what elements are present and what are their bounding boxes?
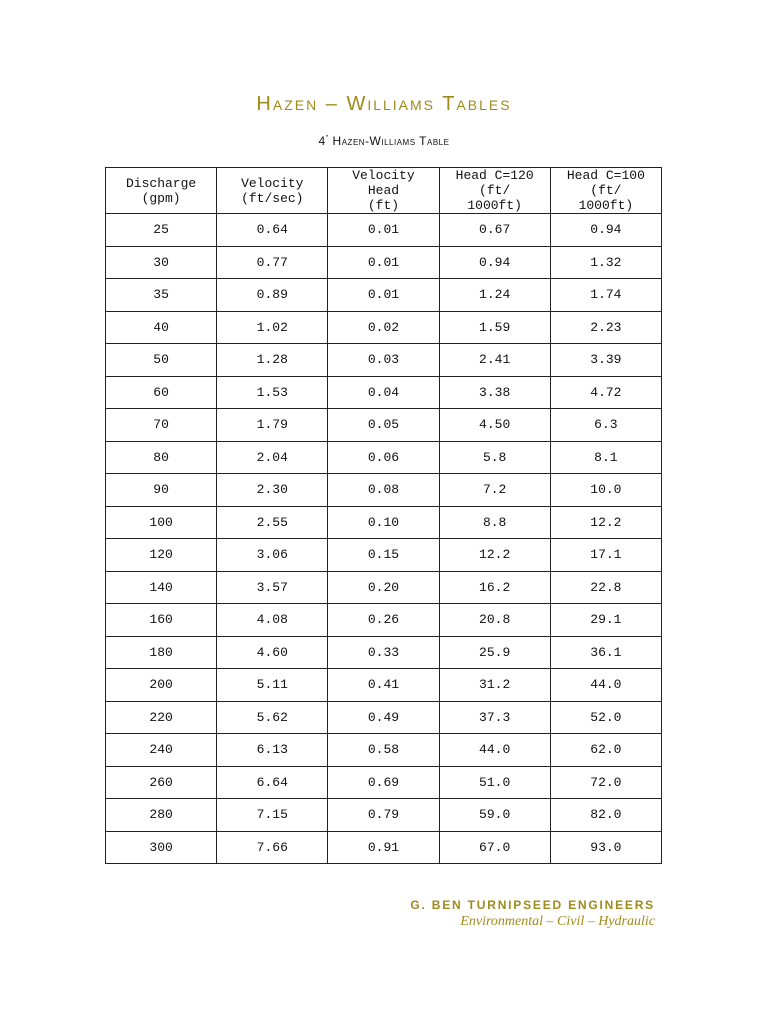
table-cell-velocity-head: 0.58 [328,734,439,767]
table-cell-discharge: 25 [106,214,217,247]
table-cell-head-c100: 2.23 [550,311,661,344]
table-cell-head-c100: 4.72 [550,376,661,409]
column-header-line: (ft/ [479,183,511,198]
table-cell-discharge: 40 [106,311,217,344]
table-body [106,214,662,864]
table-cell-velocity: 7.66 [217,831,328,864]
table-cell-velocity: 2.04 [217,441,328,474]
table-cell-discharge: 70 [106,409,217,442]
table-cell-velocity-head: 0.05 [328,409,439,442]
table-cell-head-c100: 82.0 [550,799,661,832]
table-cell-velocity-head: 0.02 [328,311,439,344]
table-cell-head-c100: 1.32 [550,246,661,279]
table-cell-head-c120: 20.8 [439,604,550,637]
table-cell-head-c120: 0.94 [439,246,550,279]
column-header-line: Head C=100 [566,168,645,183]
column-header-line: (ft/ [590,183,622,198]
table-cell-discharge: 240 [106,734,217,767]
table-cell-velocity: 5.11 [217,669,328,702]
table-cell-head-c120: 5.8 [439,441,550,474]
table-cell-head-c100: 29.1 [550,604,661,637]
table-cell-discharge: 140 [106,571,217,604]
table-row [106,766,662,799]
table-title-size: 4 [318,134,326,148]
table-cell-velocity: 0.89 [217,279,328,312]
table-row [106,636,662,669]
table-cell-head-c120: 4.50 [439,409,550,442]
table-cell-head-c100: 12.2 [550,506,661,539]
table-cell-head-c120: 59.0 [439,799,550,832]
table-cell-velocity-head: 0.91 [328,831,439,864]
column-header-line: Velocity [352,168,415,183]
table-row [106,669,662,702]
table-cell-head-c100: 6.3 [550,409,661,442]
table-cell-discharge: 80 [106,441,217,474]
table-cell-velocity: 2.55 [217,506,328,539]
table-cell-head-c120: 8.8 [439,506,550,539]
table-cell-discharge: 120 [106,539,217,572]
page-title: Hazen – Williams Tables [256,93,512,115]
table-cell-velocity: 5.62 [217,701,328,734]
table-cell-head-c120: 44.0 [439,734,550,767]
table-cell-head-c120: 37.3 [439,701,550,734]
company-tagline: Environmental – Civil – Hydraulic [460,914,655,929]
table-cell-velocity: 0.77 [217,246,328,279]
table-row [106,604,662,637]
table-cell-velocity: 1.28 [217,344,328,377]
table-cell-velocity: 4.60 [217,636,328,669]
table-cell-head-c120: 3.38 [439,376,550,409]
inch-mark: " [325,135,329,142]
table-cell-head-c120: 0.67 [439,214,550,247]
hazen-williams-table [105,167,662,864]
table-cell-velocity-head: 0.79 [328,799,439,832]
table-cell-head-c100: 8.1 [550,441,661,474]
table-cell-discharge: 160 [106,604,217,637]
table-row [106,701,662,734]
table-cell-discharge: 90 [106,474,217,507]
table-cell-velocity: 1.53 [217,376,328,409]
table-cell-head-c100: 72.0 [550,766,661,799]
table-cell-head-c100: 10.0 [550,474,661,507]
table-cell-velocity: 3.06 [217,539,328,572]
table-cell-velocity: 2.30 [217,474,328,507]
table-cell-velocity-head: 0.03 [328,344,439,377]
header-row [106,168,662,214]
table-cell-head-c120: 2.41 [439,344,550,377]
table-cell-velocity-head: 0.01 [328,279,439,312]
table-cell-head-c100: 1.74 [550,279,661,312]
table-cell-head-c100: 44.0 [550,669,661,702]
table-row [106,441,662,474]
table-cell-head-c120: 31.2 [439,669,550,702]
column-header-line: Head [367,183,400,198]
table-cell-velocity: 4.08 [217,604,328,637]
column-header-line: (ft) [367,198,400,213]
table-cell-velocity-head: 0.26 [328,604,439,637]
table-cell-head-c120: 25.9 [439,636,550,669]
table-cell-discharge: 180 [106,636,217,669]
table-cell-velocity: 6.13 [217,734,328,767]
table-cell-velocity-head: 0.20 [328,571,439,604]
table-row [106,376,662,409]
table-cell-velocity: 1.02 [217,311,328,344]
column-header-line: Discharge [125,175,197,191]
table-title-text: Hazen-Williams Table [328,134,450,148]
table-cell-discharge: 200 [106,669,217,702]
table-cell-head-c100: 52.0 [550,701,661,734]
table-row [106,506,662,539]
table-cell-discharge: 50 [106,344,217,377]
table-cell-head-c100: 93.0 [550,831,661,864]
column-header-velocity [217,168,328,214]
table-cell-velocity: 0.64 [217,214,328,247]
table-cell-discharge: 280 [106,799,217,832]
table-cell-head-c100: 22.8 [550,571,661,604]
table-cell-head-c100: 62.0 [550,734,661,767]
table-cell-head-c100: 36.1 [550,636,661,669]
table-cell-velocity-head: 0.04 [328,376,439,409]
table-cell-head-c100: 17.1 [550,539,661,572]
table-cell-velocity-head: 0.08 [328,474,439,507]
column-header-line: (gpm) [141,190,181,206]
table-cell-velocity-head: 0.06 [328,441,439,474]
column-header-line: (ft/sec) [241,190,304,206]
table-cell-discharge: 30 [106,246,217,279]
table-row [106,311,662,344]
table-cell-velocity-head: 0.69 [328,766,439,799]
table-cell-head-c120: 12.2 [439,539,550,572]
table-cell-velocity-head: 0.01 [328,214,439,247]
table-cell-head-c120: 51.0 [439,766,550,799]
table-cell-head-c100: 0.94 [550,214,661,247]
table-cell-velocity-head: 0.33 [328,636,439,669]
table-cell-discharge: 260 [106,766,217,799]
table-cell-discharge: 220 [106,701,217,734]
table-cell-head-c120: 1.59 [439,311,550,344]
table-cell-velocity-head: 0.15 [328,539,439,572]
table-row [106,474,662,507]
table-row [106,214,662,247]
column-header-head-c100 [550,168,661,214]
table-cell-velocity: 3.57 [217,571,328,604]
table-cell-velocity: 6.64 [217,766,328,799]
table-row [106,734,662,767]
table-cell-discharge: 100 [106,506,217,539]
table-row [106,539,662,572]
table-cell-discharge: 60 [106,376,217,409]
table-row [106,279,662,312]
table-cell-head-c120: 16.2 [439,571,550,604]
table-row [106,571,662,604]
table-cell-discharge: 35 [106,279,217,312]
column-header-line: Head C=120 [455,168,534,183]
column-header-line: Velocity [241,175,304,191]
table-row [106,831,662,864]
column-header-head-c120 [439,168,550,214]
table-cell-velocity-head: 0.10 [328,506,439,539]
table-cell-velocity: 1.79 [217,409,328,442]
column-header-velocity-head [328,168,439,214]
table-cell-velocity-head: 0.49 [328,701,439,734]
table-title [0,134,768,148]
table-row [106,344,662,377]
table-row [106,799,662,832]
table-cell-velocity-head: 0.01 [328,246,439,279]
table-cell-head-c120: 67.0 [439,831,550,864]
table-cell-velocity-head: 0.41 [328,669,439,702]
table-cell-head-c120: 1.24 [439,279,550,312]
table-row [106,246,662,279]
table-cell-discharge: 300 [106,831,217,864]
table-cell-head-c100: 3.39 [550,344,661,377]
table-cell-velocity: 7.15 [217,799,328,832]
column-header-line: 1000ft) [578,198,634,213]
column-header-discharge [106,168,217,214]
column-header-line: 1000ft) [467,198,522,213]
table-cell-head-c120: 7.2 [439,474,550,507]
table-row [106,409,662,442]
company-name: G. BEN TURNIPSEED ENGINEERS [410,898,655,912]
